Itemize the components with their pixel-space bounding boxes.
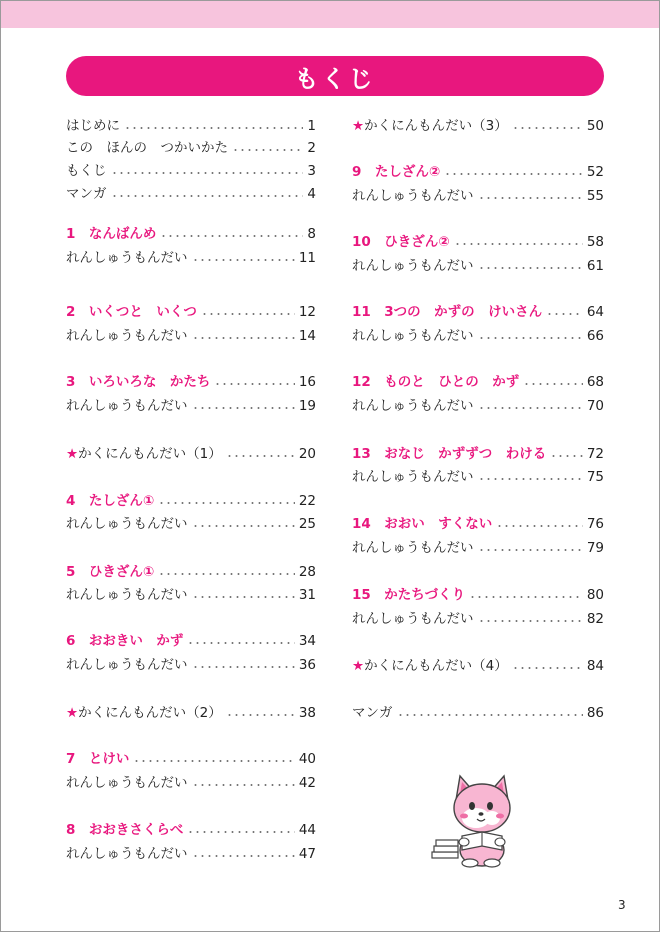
toc-entry-label [352, 162, 440, 182]
toc-entry-label [66, 372, 210, 392]
toc-entry [66, 844, 316, 864]
dot-leader [478, 337, 583, 339]
toc-entry-text: れんしゅうもんだい [66, 775, 188, 791]
star-icon: ★ [66, 446, 79, 462]
toc-entry-text: れんしゅうもんだい [352, 398, 474, 414]
toc-entry-text: 1 なんばんめ [66, 226, 157, 242]
toc-entry [66, 773, 316, 793]
toc-entry-page: 1 [307, 118, 316, 134]
toc-entry-label [66, 703, 222, 723]
toc-entry-page: 4 [307, 186, 316, 202]
toc-entry-label [352, 656, 508, 676]
dot-leader [226, 714, 295, 716]
toc-entry-page: 44 [298, 822, 316, 838]
toc-entry [66, 631, 316, 651]
toc-entry [66, 562, 316, 582]
toc-entry-text: 15 かたちづくり [352, 587, 466, 603]
toc-entry-page: 36 [298, 657, 316, 673]
toc-entry-text: 11 3つの かずの けいさん [352, 304, 543, 320]
toc-entry-page: 38 [298, 705, 316, 721]
toc-entry-text: 9 たしざん② [352, 164, 441, 180]
dot-leader [478, 549, 583, 551]
toc-entry-page: 80 [586, 587, 604, 603]
dot-leader [478, 407, 583, 409]
toc-entry [66, 248, 316, 268]
dot-leader [550, 455, 583, 457]
toc-entry-label [352, 232, 450, 252]
toc-entry-label [66, 773, 188, 793]
toc-entry-text: 2 いくつと いくつ [66, 304, 197, 320]
toc-entry [66, 491, 316, 511]
toc-entry-label [66, 138, 228, 158]
toc-entry-label [66, 491, 154, 511]
toc-entry [352, 116, 604, 136]
toc-entry-label [66, 562, 154, 582]
toc-entry-page: 55 [586, 188, 604, 204]
toc-entry-label [66, 514, 188, 534]
toc-entry-label [352, 444, 546, 464]
toc-entry [352, 467, 604, 487]
dot-leader [111, 172, 304, 174]
toc-entry-label [66, 749, 129, 769]
toc-entry-text: 6 おおきい かず [66, 633, 184, 649]
toc-entry [352, 396, 604, 416]
toc-entry [352, 538, 604, 558]
toc-entry-page: 75 [586, 469, 604, 485]
toc-entry [66, 703, 316, 723]
toc-entry-page: 66 [586, 328, 604, 344]
toc-entry-text: かくにんもんだい（2） [78, 705, 222, 721]
toc-entry-label [66, 844, 188, 864]
toc-entry-label [352, 585, 465, 605]
toc-entry-page: 34 [298, 633, 316, 649]
toc-entry-text: もくじ [66, 163, 107, 179]
toc-entry-label [66, 248, 188, 268]
dot-leader [454, 243, 583, 245]
toc-entry-page: 25 [298, 516, 316, 532]
toc-entry-page: 52 [586, 164, 604, 180]
dot-leader [444, 173, 582, 175]
dot-leader [160, 235, 303, 237]
toc-entry-text: れんしゅうもんだい [352, 328, 474, 344]
toc-entry-text: れんしゅうもんだい [352, 540, 474, 556]
toc-entry-text: 5 ひきざん① [66, 564, 155, 580]
toc-entry-text: かくにんもんだい（3） [364, 118, 508, 134]
dot-leader [496, 525, 583, 527]
toc-entry-page: 72 [586, 446, 604, 462]
toc-entry-label [352, 326, 474, 346]
toc-entry-text: れんしゅうもんだい [66, 516, 188, 532]
toc-entry-text: マンガ [352, 705, 393, 721]
toc-entry-text: 8 おおきさくらべ [66, 822, 184, 838]
toc-entry-text: マンガ [66, 186, 107, 202]
toc-entry [66, 326, 316, 346]
dot-leader [192, 259, 295, 261]
toc-entry [66, 749, 316, 769]
dot-leader [158, 502, 294, 504]
toc-entry-label [352, 609, 474, 629]
dot-leader [478, 197, 583, 199]
dot-leader [192, 596, 295, 598]
toc-entry-page: 11 [298, 250, 316, 266]
dot-leader [187, 642, 294, 644]
toc-entry-label [352, 302, 542, 322]
toc-entry [66, 302, 316, 322]
toc-entry-text: れんしゅうもんだい [66, 657, 188, 673]
dot-leader [226, 455, 295, 457]
toc-entry-label [352, 467, 474, 487]
toc-entry-label [352, 396, 474, 416]
toc-entry [352, 609, 604, 629]
dot-leader [214, 383, 294, 385]
toc-entry-label [352, 538, 474, 558]
toc-entry-page: 16 [298, 374, 316, 390]
toc-entry [66, 372, 316, 392]
toc-entry-page: 58 [586, 234, 604, 250]
dot-leader [192, 525, 295, 527]
toc-entry-page: 14 [298, 328, 316, 344]
toc-entry-label [66, 655, 188, 675]
dot-leader [133, 760, 294, 762]
toc-entry-text: れんしゅうもんだい [66, 587, 188, 603]
dot-leader [512, 667, 583, 669]
toc-entry-label [352, 703, 393, 723]
toc-entry [66, 184, 316, 204]
toc-entry [66, 655, 316, 675]
toc-entry-text: 12 ものと ひとの かず [352, 374, 520, 390]
toc-entry [352, 256, 604, 276]
toc-entry-text: 3 いろいろな かたち [66, 374, 211, 390]
toc-entry-label [352, 256, 474, 276]
dot-leader [192, 666, 295, 668]
toc-entry-page: 84 [586, 658, 604, 674]
toc-entry-page: 2 [307, 140, 316, 156]
toc-entry [66, 585, 316, 605]
page-number: 3 [618, 898, 626, 912]
toc-entry-label [66, 116, 120, 136]
toc-entry-label [352, 116, 508, 136]
toc-entry-text: 4 たしざん① [66, 493, 155, 509]
toc-entry-page: 50 [586, 118, 604, 134]
toc-entry-page: 31 [298, 587, 316, 603]
toc-entry-page: 70 [586, 398, 604, 414]
toc-entry-label [352, 514, 492, 534]
toc-entry [66, 116, 316, 136]
dot-leader [523, 383, 583, 385]
dot-leader [192, 855, 295, 857]
toc-entry [66, 444, 316, 464]
cat-mascot-reading-icon [430, 770, 520, 870]
toc-entry [66, 514, 316, 534]
dot-leader [478, 267, 583, 269]
toc-entry [352, 444, 604, 464]
toc-entry-text: かくにんもんだい（4） [364, 658, 508, 674]
toc-entry [66, 161, 316, 181]
toc-entry [352, 585, 604, 605]
toc-entry-page: 86 [586, 705, 604, 721]
dot-leader [192, 784, 295, 786]
dot-leader [512, 127, 583, 129]
toc-entry-label [352, 186, 474, 206]
toc-entry-label [66, 396, 188, 416]
toc-entry [352, 326, 604, 346]
toc-entry-page: 64 [586, 304, 604, 320]
dot-leader [478, 478, 583, 480]
toc-entry-label [66, 631, 183, 651]
toc-entry-label [66, 184, 107, 204]
star-icon: ★ [352, 658, 365, 674]
toc-entry-page: 47 [298, 846, 316, 862]
toc-entry [352, 162, 604, 182]
toc-entry-label [66, 585, 188, 605]
toc-entry-label [352, 372, 519, 392]
toc-entry-page: 28 [298, 564, 316, 580]
toc-entry [66, 224, 316, 244]
dot-leader [546, 313, 583, 315]
toc-entry-label [66, 302, 197, 322]
dot-leader [111, 195, 304, 197]
toc-entry-text: れんしゅうもんだい [66, 398, 188, 414]
toc-entry-text: れんしゅうもんだい [66, 846, 188, 862]
toc-entry-text: 10 ひきざん② [352, 234, 450, 250]
toc-entry-text: かくにんもんだい（1） [78, 446, 222, 462]
toc-entry [352, 186, 604, 206]
dot-leader [192, 337, 295, 339]
toc-entry-page: 82 [586, 611, 604, 627]
dot-leader [158, 573, 294, 575]
toc-entry-text: はじめに [66, 118, 120, 134]
toc-entry-page: 12 [298, 304, 316, 320]
toc-entry-label [66, 326, 188, 346]
toc-entry-text: れんしゅうもんだい [66, 250, 188, 266]
page-title: もくじ [294, 64, 376, 93]
toc-entry-text: れんしゅうもんだい [66, 328, 188, 344]
toc-entry-page: 20 [298, 446, 316, 462]
toc-entry [352, 232, 604, 252]
toc-entry-text: 7 とけい [66, 751, 130, 767]
toc-entry-page: 76 [586, 516, 604, 532]
toc-entry-page: 61 [586, 258, 604, 274]
star-icon: ★ [66, 705, 79, 721]
toc-entry-text: れんしゅうもんだい [352, 188, 474, 204]
dot-leader [232, 149, 303, 151]
dot-leader [124, 127, 303, 129]
toc-entry-page: 40 [298, 751, 316, 767]
toc-entry-label [66, 820, 183, 840]
toc-entry [352, 656, 604, 676]
dot-leader [201, 313, 295, 315]
top-color-band [1, 1, 659, 28]
toc-entry-label [66, 224, 156, 244]
toc-entry-text: れんしゅうもんだい [352, 469, 474, 485]
toc-entry-label [66, 444, 222, 464]
dot-leader [478, 620, 583, 622]
toc-entry [66, 396, 316, 416]
toc-entry-page: 22 [298, 493, 316, 509]
toc-entry [352, 514, 604, 534]
toc-entry-label [66, 161, 107, 181]
toc-entry [352, 372, 604, 392]
toc-entry [352, 703, 604, 723]
dot-leader [469, 596, 583, 598]
toc-entry-page: 79 [586, 540, 604, 556]
toc-entry-text: れんしゅうもんだい [352, 258, 474, 274]
toc-entry-page: 42 [298, 775, 316, 791]
toc-entry-text: この ほんの つかいかた [66, 140, 228, 156]
toc-entry-text: 13 おなじ かずずつ わける [352, 446, 547, 462]
toc-entry [352, 302, 604, 322]
toc-entry-text: れんしゅうもんだい [352, 611, 474, 627]
dot-leader [397, 714, 583, 716]
toc-entry-page: 19 [298, 398, 316, 414]
toc-entry-page: 3 [307, 163, 316, 179]
toc-entry [66, 138, 316, 158]
dot-leader [192, 407, 295, 409]
dot-leader [187, 831, 294, 833]
toc-entry-text: 14 おおい すくない [352, 516, 493, 532]
toc-entry-page: 8 [307, 226, 316, 242]
toc-entry-page: 68 [586, 374, 604, 390]
toc-entry [66, 820, 316, 840]
title-banner [66, 56, 604, 96]
star-icon: ★ [352, 118, 365, 134]
